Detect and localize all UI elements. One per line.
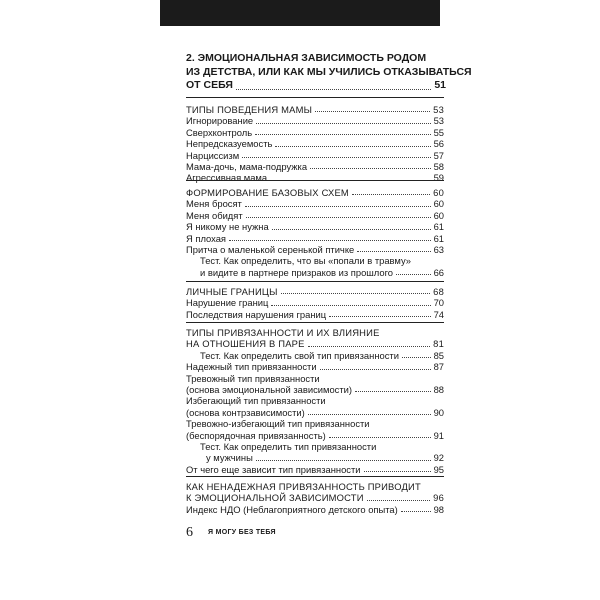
toc-item-text: Надежный тип привязанности: [186, 361, 317, 373]
toc-test-line-1[interactable]: Тест. Как определить, что вы «попали в травму»: [200, 255, 411, 267]
toc-item[interactable]: [186, 172, 444, 183]
toc-page: 59: [433, 172, 444, 184]
toc-item-text: Притча о маленькой серенькой птичке: [186, 244, 355, 256]
toc-page: 55: [433, 126, 444, 138]
divider: [186, 97, 444, 98]
toc-item[interactable]: [186, 244, 444, 255]
toc-item[interactable]: [186, 430, 444, 441]
chapter-page: 51: [434, 79, 446, 91]
dot-leader: [281, 293, 431, 294]
dot-leader: [236, 89, 431, 90]
toc-heading[interactable]: [186, 492, 444, 503]
toc-heading[interactable]: [186, 286, 444, 297]
toc-page: 60: [433, 187, 444, 198]
toc-item-text: Игнорирование: [186, 115, 254, 127]
toc-item[interactable]: [186, 221, 444, 232]
toc-item-text: у мужчины: [206, 452, 253, 464]
toc-test[interactable]: [186, 452, 444, 463]
toc-item-text: Нарушение границ: [186, 297, 269, 309]
running-book-title: Я МОГУ БЕЗ ТЕБЯ: [208, 529, 276, 536]
toc-item[interactable]: [186, 138, 444, 149]
dot-leader: [364, 471, 431, 472]
dot-leader: [355, 391, 431, 392]
toc-heading-text: ТИПЫ ПОВЕДЕНИЯ МАМЫ: [186, 104, 313, 115]
toc-heading[interactable]: [186, 338, 444, 349]
toc-page: 63: [433, 244, 444, 256]
dot-leader: [329, 316, 430, 317]
toc-page: 58: [433, 161, 444, 173]
toc-page: 87: [433, 361, 444, 373]
toc-item-text: Непредсказуемость: [186, 138, 273, 150]
toc-item-line-1[interactable]: Тревожный тип привязанности: [186, 372, 320, 384]
toc-heading-line-1[interactable]: ТИПЫ ПРИВЯЗАННОСТИ И ИХ ВЛИЯНИЕ: [186, 327, 380, 338]
toc-item-text: Меня бросят: [186, 198, 242, 210]
toc-item-text: (беспорядочная привязанность): [186, 429, 326, 441]
toc-item-text: (основа контрзависимости): [186, 406, 305, 418]
toc-test-line-1[interactable]: Тест. Как определить тип привязанности: [200, 441, 377, 453]
dot-leader: [308, 414, 431, 415]
toc-section-insecure-attachment: [186, 481, 444, 515]
chapter-title-line-2: ИЗ ДЕТСТВА, ИЛИ КАК МЫ УЧИЛИСЬ ОТКАЗЫВАТЬСЯ: [186, 65, 472, 78]
dot-leader: [329, 437, 431, 438]
dot-leader: [396, 274, 431, 275]
toc-item-text: Последствия нарушения границ: [186, 308, 327, 320]
toc-item[interactable]: [186, 504, 444, 515]
toc-test-line-2: и видите в партнере призраков из прошлого: [200, 266, 394, 278]
toc-heading-line-2: К ЭМОЦИОНАЛЬНОЙ ЗАВИСИМОСТИ: [186, 492, 364, 504]
toc-item-text: Нарциссизм: [186, 149, 240, 161]
dot-leader: [246, 217, 431, 218]
toc-item-text: Я никому не нужна: [186, 221, 269, 233]
toc-page: 92: [433, 452, 444, 464]
toc-page: 66: [433, 266, 444, 278]
toc-heading-text: ФОРМИРОВАНИЕ БАЗОВЫХ СХЕМ: [186, 187, 349, 198]
dot-leader: [367, 500, 431, 501]
toc-item[interactable]: [186, 407, 444, 418]
toc-item-text: Я плохая: [186, 232, 227, 244]
toc-item-line-1[interactable]: Избегающий тип привязанности: [186, 395, 326, 407]
toc-item-text: Мама-дочь, мама-подружка: [186, 161, 308, 173]
toc-item[interactable]: [186, 309, 444, 320]
toc-item-line-1[interactable]: Тревожно-избегающий тип привязанности: [186, 418, 370, 430]
dot-leader: [256, 460, 431, 461]
toc-page: 91: [433, 429, 444, 441]
toc-heading-line-1[interactable]: КАК НЕНАДЕЖНАЯ ПРИВЯЗАННОСТЬ ПРИВОДИТ: [186, 481, 421, 492]
toc-page: 98: [433, 503, 444, 515]
divider: [186, 322, 444, 323]
dot-leader: [320, 369, 431, 370]
toc-page: 53: [433, 115, 444, 127]
toc-test[interactable]: [186, 350, 444, 361]
toc-item-text: Индекс НДО (Неблагоприятного детского опыта): [186, 503, 398, 515]
dot-leader: [256, 123, 430, 124]
toc-heading-line-2: НА ОТНОШЕНИЯ В ПАРЕ: [186, 338, 305, 350]
toc-page: 53: [433, 104, 444, 115]
toc-page: 74: [433, 308, 444, 320]
toc-item[interactable]: [186, 115, 444, 126]
toc-page: 88: [433, 384, 444, 396]
dot-leader: [229, 240, 431, 241]
toc-page: 95: [433, 463, 444, 475]
toc-item-text: Меня обидят: [186, 209, 243, 221]
dot-leader: [401, 511, 431, 512]
toc-page: 56: [433, 138, 444, 150]
top-dark-band: [160, 0, 440, 26]
dot-leader: [242, 157, 430, 158]
toc-page: 61: [433, 232, 444, 244]
toc-item-text: Сверхконтроль: [186, 126, 253, 138]
chapter-title-line-1: 2. ЭМОЦИОНАЛЬНАЯ ЗАВИСИМОСТЬ РОДОМ: [186, 52, 427, 64]
toc-item-text: Тест. Как определить свой тип привязанности: [200, 349, 399, 361]
dot-leader: [271, 305, 430, 306]
toc-page: 96: [433, 492, 444, 504]
toc-section-boundaries: [186, 286, 444, 320]
dot-leader: [357, 251, 430, 252]
toc-section-basic-schemes: [186, 187, 444, 278]
divider: [186, 476, 444, 477]
toc-page: 81: [433, 338, 444, 350]
toc-item-text: От чего еще зависит тип привязанности: [186, 463, 361, 475]
dot-leader: [310, 168, 431, 169]
toc-item[interactable]: [186, 464, 444, 475]
dot-leader: [272, 229, 431, 230]
toc-test[interactable]: [186, 267, 444, 278]
chapter-title-row[interactable]: [186, 79, 446, 93]
toc-item[interactable]: [186, 210, 444, 221]
toc-item[interactable]: [186, 297, 444, 308]
toc-item-text: (основа эмоциональной зависимости): [186, 384, 353, 396]
divider: [186, 180, 444, 181]
toc-item[interactable]: [186, 161, 444, 172]
dot-leader: [308, 346, 431, 347]
page-number: 6: [186, 525, 193, 540]
dot-leader: [315, 111, 430, 112]
toc-item[interactable]: [186, 233, 444, 244]
dot-leader: [275, 146, 430, 147]
toc-page: 61: [433, 221, 444, 233]
toc-item[interactable]: [186, 384, 444, 395]
toc-heading[interactable]: [186, 104, 444, 115]
dot-leader: [402, 357, 431, 358]
toc-page: 68: [433, 286, 444, 297]
divider: [186, 281, 444, 282]
toc-section-mother-behavior: [186, 104, 444, 184]
toc-item[interactable]: [186, 150, 444, 161]
toc-page: 85: [433, 349, 444, 361]
toc-page: 90: [433, 406, 444, 418]
chapter-heading: [186, 52, 472, 93]
dot-leader: [245, 206, 431, 207]
toc-item[interactable]: [186, 127, 444, 138]
toc-page: 60: [433, 198, 444, 210]
toc-page: 70: [433, 297, 444, 309]
dot-leader: [352, 194, 430, 195]
chapter-title-line-3: ОТ СЕБЯ: [186, 79, 233, 91]
toc-item-text: Агрессивная мама: [186, 172, 268, 184]
toc-page: 57: [433, 149, 444, 161]
toc-section-attachment: [186, 327, 444, 475]
toc-item[interactable]: [186, 198, 444, 209]
toc-heading[interactable]: [186, 187, 444, 198]
dot-leader: [255, 134, 430, 135]
toc-item[interactable]: [186, 361, 444, 372]
toc-page: 60: [433, 209, 444, 221]
toc-heading-text: ЛИЧНЫЕ ГРАНИЦЫ: [186, 286, 278, 297]
